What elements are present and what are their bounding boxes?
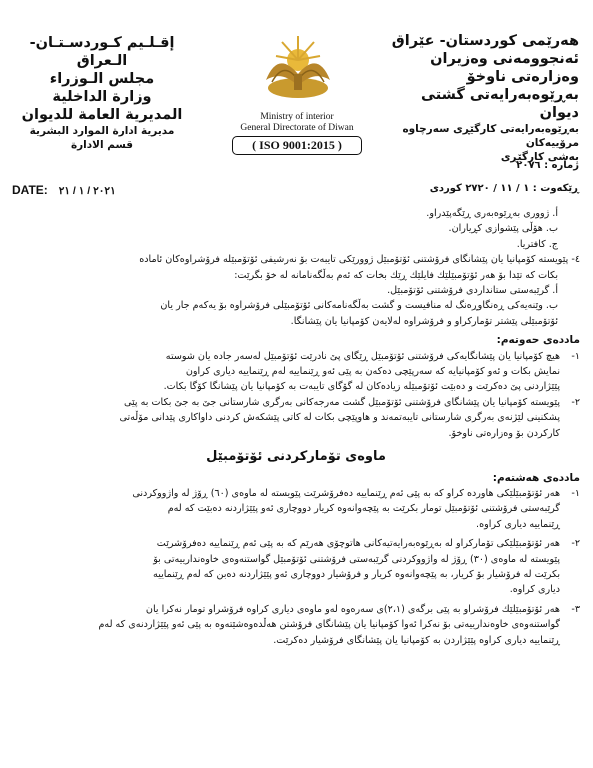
item-line: پشكنینی لێژنەی بەرگری شارستانی تایبەتمەند و هاوپێچی بكات لە كاتی پێشكەش كردنی داواكاری پێدانی مۆڵەتی — [119, 412, 560, 424]
article-item — [12, 536, 580, 598]
item-text — [12, 602, 560, 648]
ministry-english — [222, 112, 372, 134]
council-name-ku: ئەنجوومەنی وەزیران — [430, 51, 579, 67]
item-line: دیاری كراوە. — [509, 584, 560, 596]
item-number: ١- — [571, 487, 580, 499]
letterhead — [0, 0, 593, 163]
article-item — [12, 395, 580, 441]
ref-kurdish-date: ڕێكەوت : ١ / ١١ / ٢٧٢٠ كوردی — [429, 183, 579, 194]
ministry-en-line-1: Ministry of interior — [260, 112, 334, 122]
admin-section-ku: بەشی كارگێڕی — [500, 151, 579, 163]
document-body — [12, 206, 580, 648]
item-text — [12, 486, 560, 532]
item-line: ڕێنماییە دیاری كراوە. — [476, 518, 560, 530]
directorate-name-ar: المديرية العامة للديوان — [21, 107, 183, 123]
item-line: پێێژاردنی پێ دەكرێت و دەبێت ئۆتۆمبێلە زیادەكان لە گۆگای تایبەت بە كۆمپانیا یان پێشانگا كۆگا بكات. — [163, 381, 560, 393]
ministry-name-ar: وزارة الداخلية — [52, 89, 152, 105]
section-title: ماوەی تۆماركردنی ئۆتۆمبێل — [206, 449, 386, 465]
paragraph-line: ٤- پێویستە كۆمپانیا یان پێشانگای فرۆشتنی ئۆتۆمبێل ژوورێكی تایبەت بۆ نەرشیفی ئۆتۆمبێلە فرۆشراوەكان ئامادە — [139, 254, 580, 266]
ministry-en-line-2: General Directorate of Diwan — [240, 123, 354, 133]
item-number: ٣- — [571, 603, 580, 615]
ministry-name-ku: وەزارەتی ناوخۆ — [466, 69, 579, 85]
list-item: ج. كافتریا. — [516, 238, 558, 250]
item-text — [12, 536, 560, 598]
item-line: هیچ كۆمپانیا یان پێشانگایەكی فرۆشتنی ئۆتۆمبێل ڕێگای پێ نادرێت ئۆتۆمبێل لەسەر جادە یان شوستە — [165, 350, 560, 362]
paragraph-line: بكات كە تێدا بۆ هەر ئۆتۆمبێلێك فایلێك ڕێك بخات كە ئەم بەڵگەنامانە لە خۆ بگرێت: — [234, 269, 558, 281]
region-name-ar: إقـلـيم كـوردسـتـان- الـعراق — [29, 35, 175, 69]
article-item — [12, 349, 580, 395]
item-number: ٢- — [571, 396, 580, 408]
item-line: گواستنەوەی خاوەندارییەتی بۆ نەكرا ئەوا كۆمپانیا یان پێشانگای فرۆشتن هەڵدەوەشێتەوە بە پێی ئەو پێێژاردنەی كە لەم — [98, 619, 560, 631]
item-line: هەر ئۆتۆمبێلێك فرۆشراو بە پێی برگەی (٢،١)ی سەرەوە لەو ماوەی دیاری كراوە فرۆشراو تومار نەكرا یان — [145, 603, 560, 615]
hr-directorate-ku: بەڕێوەبەرایەتی كارگێڕی سەرچاوە مرۆییەكان — [402, 123, 579, 149]
directorate-name-ku: بەڕێوەبەرایەتی گشتی دیوان — [421, 87, 579, 121]
item-text — [12, 349, 560, 395]
region-name-ku: هەرێمی كوردستان- عێراق — [391, 33, 579, 49]
council-name-ar: مجلس الـوزراء — [49, 71, 155, 87]
item-line: كاركردن بۆ وەزارەتی ناوخۆ. — [448, 427, 560, 439]
date-value: ٢٠٢١ / ١ / ٢١ — [58, 185, 116, 197]
iso-badge: ( ISO 9001:2015 ) — [232, 136, 362, 155]
date-label: DATE: — [12, 183, 48, 197]
date-line — [12, 183, 116, 197]
item-line: گرێبەستی فرۆشتنی ئۆتۆمبێل تومار بكرێت بە پێچەوانەوە كریار دووچاری ئەو پێێژاردنە دەبێت كە لەم — [167, 503, 560, 515]
section-heading-7: ماددەی حەوتەم: — [496, 334, 580, 347]
item-line: پێویستە لە ماوەی (٣٠) ڕۆژ لە واژووكردنی گرێبەستی فرۆشتنی ئۆتۆمبێل گواستنەوەی خاوەندارییەتی بۆ — [153, 553, 560, 565]
article-item — [12, 486, 580, 532]
item-line: بكرێت لە فرۆشیار بۆ كریار، بە پێچەوانەوە كریار و فرۆشیار دووچاری ئەو پێێژاردنە دەبن كە لەم ڕێنماییە — [153, 568, 560, 580]
item-text — [12, 395, 560, 441]
article-item — [12, 602, 580, 648]
kurdish-letterhead — [379, 32, 579, 164]
item-line: هەر ئۆتۆمبێلێكی هاوردە كراو كە بە پێی ئەم ڕێنماییە دەفرۆشرێت پێویستە لە ماوەی (٦٠) ڕۆژ لە واژووكردنی — [132, 487, 560, 499]
arabic-letterhead — [12, 34, 192, 152]
list-item: ب. هۆڵی پێشوازی كڕیاران. — [448, 223, 558, 235]
list-item: أ. گرێبەستی ستانداردی فرۆشتنی ئۆتۆمبێل. — [387, 285, 558, 297]
hr-directorate-ar: مديرية ادارة الموارد البشرية — [29, 125, 175, 137]
kurdistan-emblem-icon — [258, 30, 338, 102]
list-item: أ. ژووری بەڕێوەبەری ڕێگەپێدراو. — [426, 208, 558, 219]
item-line: پێویستە كۆمپانیا یان پێشانگای فرۆشتنی ئۆتۆمبێل گشت مەرجەكانی بەرگری شارستانی جێ بە جێ بكات بە پێی — [124, 396, 560, 408]
item-line: نمایش بكات و ئەو كۆمپانیایە كە سەرپێچی دەكەن بە پێی ئەو ڕێنماییە لەم ڕێنماییە دیاری كراون — [185, 366, 560, 378]
paragraph-line: ئۆتۆمبێلی پێشتر تۆماركراو و فرۆشراوە لەلایەن كۆمپانیا یان پێشانگا. — [290, 315, 558, 327]
item-number: ٢- — [571, 538, 580, 550]
admin-section-ar: قسم الادارة — [70, 139, 134, 151]
list-item: ب. وێنەیەكی ڕەنگاوڕەنگ لە منافیست و گشت بەڵگەنامەكانی ئۆتۆمبێلی فرۆشراوە بۆ یەكەم جار یان — [160, 300, 558, 312]
ref-number: ژمارە : ٢٠٧٦ — [516, 160, 579, 171]
item-number: ١- — [571, 350, 580, 362]
item-line: هەر ئۆتۆمبێلێكی تۆماركراو لە بەڕێوەبەرایەتیەكانی هاتوچۆی هەرێم كە بە پێی ئەم ڕێنماییە دەفرۆشرێت — [156, 538, 560, 550]
section-heading-8: ماددەی هەشتەم: — [492, 471, 580, 484]
item-line: ڕێنماییە دیاری كراوە پێێژاردن بە كۆمپانیا یان پێشانگای فرۆشیار دەكرێت. — [273, 634, 560, 646]
